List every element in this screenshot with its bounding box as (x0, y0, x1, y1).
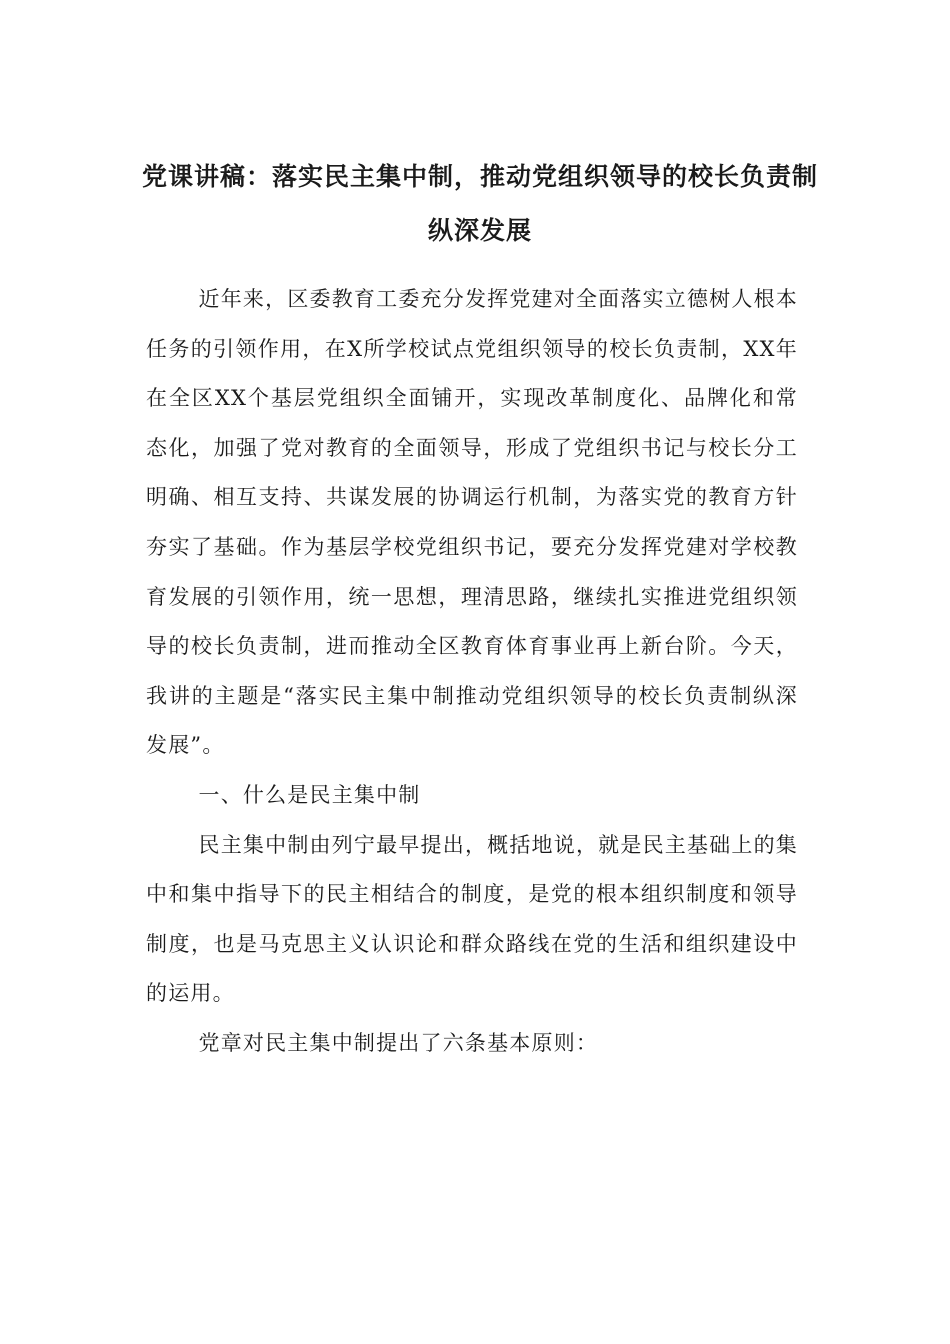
definition-paragraph: 民主集中制由列宁最早提出，概括地说，就是民主基础上的集中和集中指导下的民主相结合的制度，是党的根本组织制度和领导制度，也是马克思主义认识论和群众路线在党的生活和组织建设中的运用。 (146, 832, 798, 1006)
intro-paragraph: 近年来，区委教育工委充分发挥党建对全面落实立德树人根本任务的引领作用，在X所学校试点党组织领导的校长负责制，XX年在全区XX个基层党组织全面铺开，实现改革制度化、品牌化和常态化，加强了党对教育的全面领导，形成了党组织书记与校长分工明确、相互支持、共谋发展的协调运行机制，为落实党的教育方针夯实了基础。作为基层学校党组织书记，要充分发挥党建对学校教育发展的引领作用，统一思想，理清思路，继续扎实推进党组织领导的校长负责制，进而推动全区教育体育事业再上新台阶。今天，我讲的主题是“落实民主集中制推动党组织领导的校长负责制纵深发展”。 (146, 287, 798, 758)
document-body (146, 275, 798, 1069)
section-heading-1: 一、什么是民主集中制 (198, 782, 421, 807)
principles-intro-paragraph: 党章对民主集中制提出了六条基本原则： (198, 1030, 599, 1055)
document-title: 党课讲稿：落实民主集中制，推动党组织领导的校长负责制纵深发展 (141, 162, 818, 245)
